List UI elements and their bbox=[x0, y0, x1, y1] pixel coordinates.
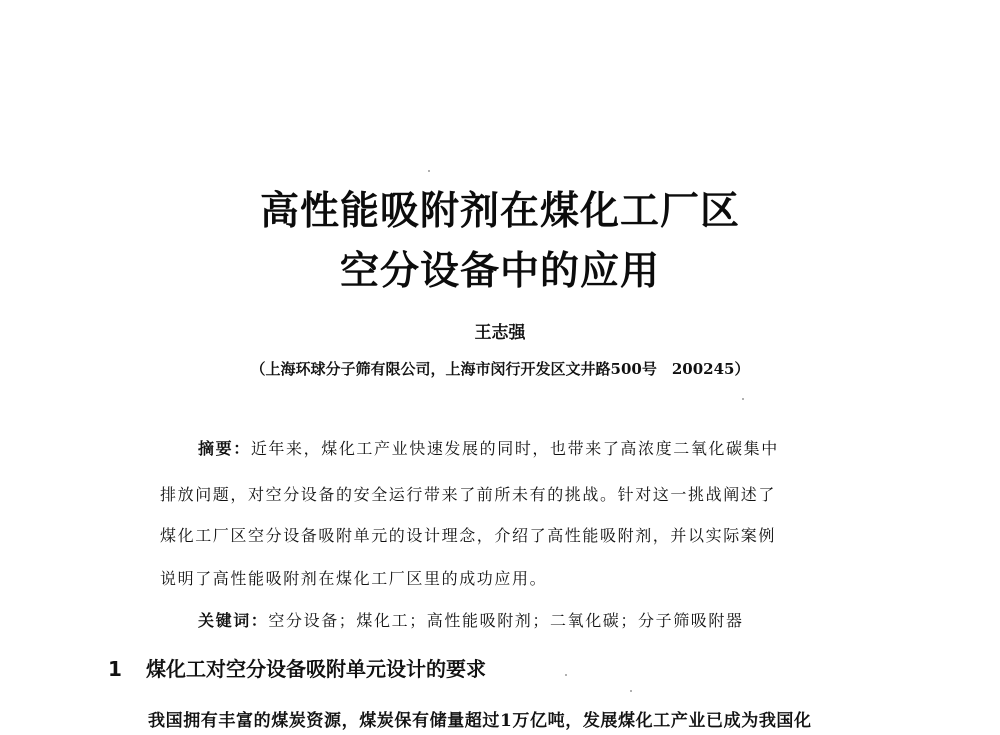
abstract-text-1: 近年来，煤化工产业快速发展的同时，也带来了高浓度二氧化碳集中 bbox=[250, 439, 779, 458]
abstract-line-4: 说明了高性能吸附剂在煤化工厂区里的成功应用。 bbox=[160, 569, 548, 588]
scan-speck bbox=[630, 690, 632, 692]
abstract-line-3: 煤化工厂区空分设备吸附单元的设计理念，介绍了高性能吸附剂，并以实际案例 bbox=[160, 526, 777, 545]
section-body-first-line: 我国拥有丰富的煤炭资源，煤炭保有储量超过1万亿吨，发展煤化工产业已成为我国化 bbox=[148, 711, 812, 731]
section-heading bbox=[108, 653, 486, 682]
keywords-label: 关键词： bbox=[198, 611, 269, 630]
scan-speck bbox=[742, 398, 744, 400]
abstract-line-2: 排放问题，对空分设备的安全运行带来了前所未有的挑战。针对这一挑战阐述了 bbox=[160, 485, 777, 504]
paper-title-line-1: 高性能吸附剂在煤化工厂区 bbox=[259, 189, 740, 234]
abstract-line-1 bbox=[198, 436, 898, 462]
keywords-line bbox=[198, 608, 898, 634]
section-title: 煤化工对空分设备吸附单元设计的要求 bbox=[146, 657, 486, 681]
paper-title-line-2: 空分设备中的应用 bbox=[339, 249, 660, 294]
author-name: 王志强 bbox=[474, 323, 526, 343]
scan-speck bbox=[565, 674, 567, 676]
section-number: 1 bbox=[108, 657, 122, 681]
scan-speck bbox=[428, 170, 430, 172]
author-affiliation: （上海环球分子筛有限公司，上海市闵行开发区文井路500号 200245） bbox=[250, 360, 750, 378]
keywords-text: 空分设备；煤化工；高性能吸附剂；二氧化碳；分子筛吸附器 bbox=[268, 611, 744, 630]
abstract-label: 摘要： bbox=[198, 439, 251, 458]
